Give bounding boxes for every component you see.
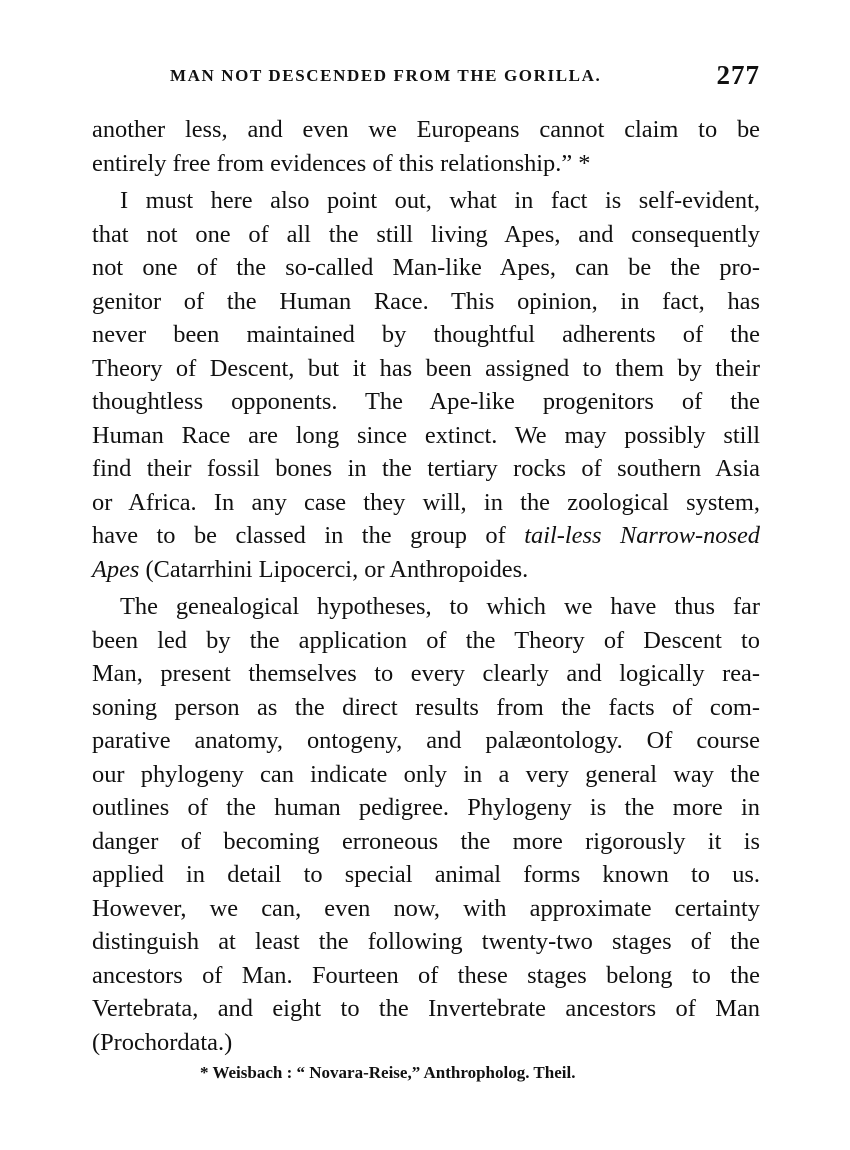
text-line: danger of becoming erroneous the more rigorously it is: [92, 827, 760, 855]
text-line: distinguish at least the following twenty-two stages of the: [92, 928, 760, 955]
text-line: soning person as the direct results from the facts of com-: [92, 693, 760, 721]
body-text: [92, 113, 760, 1059]
text-line: that not one of all the still living Apes, and consequently: [92, 220, 760, 248]
running-title: MAN NOT DESCENDED FROM THE GORILLA.: [170, 66, 602, 85]
running-head: [92, 62, 760, 98]
text-line: genitor of the Human Race. This opinion, in fact, has: [92, 287, 760, 315]
footnote-text: Weisbach : “ Novara-Reise,” Anthropholog. Theil.: [212, 1063, 576, 1082]
text-line: (Prochordata.): [92, 1028, 233, 1056]
text-line: been led by the application of the Theory of Descent to: [92, 626, 760, 654]
text-segment: have to be classed in the group of: [92, 522, 506, 549]
text-line: Vertebrata, and eight to the Invertebrate ancestors of Man: [92, 995, 760, 1022]
text-line: applied in detail to special animal forms known to us.: [92, 861, 760, 888]
footnote: [200, 1063, 575, 1083]
text-line: I must here also point out, what in fact is self-evident,: [120, 187, 760, 214]
text-line: never been maintained by thoughtful adherents of the: [92, 321, 760, 348]
italic-phrase: Apes: [92, 555, 140, 583]
text-line: entirely free from evidences of this relationship.” *: [92, 149, 591, 177]
italic-phrase: tail-less Narrow-nosed: [524, 522, 760, 549]
text-segment: (Catarrhini Lipocerci, or Anthropoides.: [145, 555, 529, 583]
page-number: 277: [716, 60, 760, 90]
text-line: outlines of the human pedigree. Phylogeny is the more in: [92, 794, 760, 821]
text-line: Human Race are long since extinct. We may possibly still: [92, 421, 760, 449]
text-line: find their fossil bones in the tertiary rocks of southern Asia: [92, 455, 760, 482]
text-line: thoughtless opponents. The Ape-like progenitors of the: [92, 388, 760, 415]
footnote-marker: *: [200, 1063, 209, 1082]
text-line: our phylogeny can indicate only in a very general way the: [92, 760, 760, 788]
text-line: not one of the so-called Man-like Apes, can be the pro-: [92, 254, 760, 281]
text-line: ancestors of Man. Fourteen of these stages belong to the: [92, 961, 760, 989]
text-line-with-italic: [92, 519, 760, 553]
text-line: Man, present themselves to every clearly and logically rea-: [92, 660, 760, 687]
text-line: Theory of Descent, but it has been assigned to them by their: [92, 354, 760, 382]
text-line: another less, and even we Europeans cannot claim to be: [92, 116, 760, 143]
text-line: or Africa. In any case they will, in the zoological system,: [92, 488, 760, 516]
text-line: However, we can, even now, with approximate certainty: [92, 894, 760, 922]
text-line: The genealogical hypotheses, to which we have thus far: [120, 593, 760, 620]
text-line: parative anatomy, ontogeny, and palæontology. Of course: [92, 727, 760, 754]
text-line-with-italic: [92, 553, 760, 587]
